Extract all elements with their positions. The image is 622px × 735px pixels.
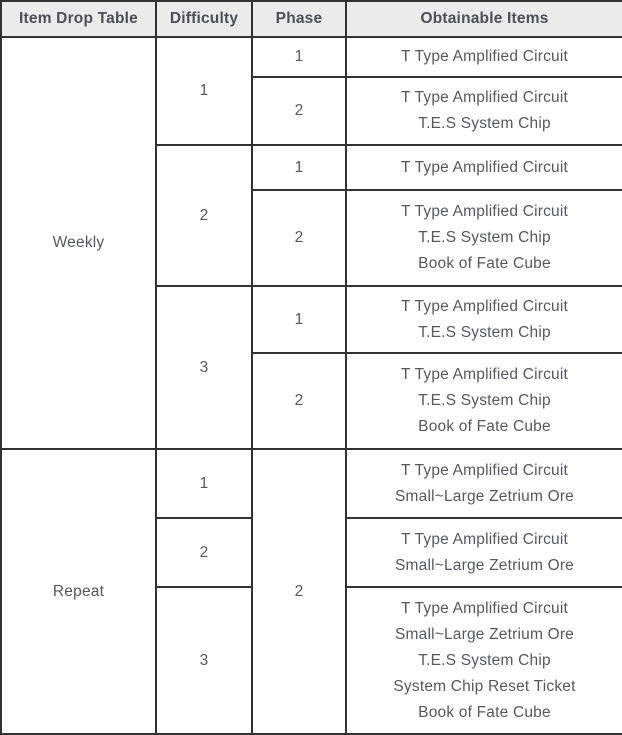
- weekly-d2-p1-items-cell: [346, 145, 622, 190]
- item-text: System Chip Reset Ticket: [393, 677, 576, 695]
- item-text: T.E.S System Chip: [418, 115, 551, 132]
- weekly-d2-phase-1-cell: 1: [252, 145, 346, 190]
- repeat-difficulty-3-cell: 3: [156, 587, 252, 734]
- item-text: Book of Fate Cube: [418, 255, 551, 272]
- weekly-difficulty-2-cell: 2: [156, 145, 252, 286]
- repeat-phase-cell: 2: [252, 449, 346, 734]
- item-text: T Type Amplified Circuit: [400, 89, 569, 106]
- header-item-drop-table: Item Drop Table: [1, 1, 156, 37]
- weekly-difficulty-3-cell: 3: [156, 286, 252, 449]
- item-text: T Type Amplified Circuit: [400, 203, 569, 220]
- item-text: T Type Amplified Circuit: [400, 599, 569, 617]
- section-label-weekly: Weekly: [1, 37, 156, 449]
- item-text: Book of Fate Cube: [418, 703, 551, 721]
- item-text: T Type Amplified Circuit: [400, 48, 569, 65]
- item-text: T Type Amplified Circuit: [400, 461, 569, 479]
- item-text: Book of Fate Cube: [418, 418, 551, 435]
- item-text: Small~Large Zetrium Ore: [394, 487, 575, 505]
- header-phase: Phase: [252, 1, 346, 37]
- table-row: [1, 449, 622, 518]
- repeat-difficulty-2-cell: 2: [156, 518, 252, 587]
- item-text: T Type Amplified Circuit: [400, 297, 569, 315]
- item-text: T.E.S System Chip: [418, 392, 551, 409]
- weekly-d3-p1-items-cell: [346, 286, 622, 353]
- item-text: T Type Amplified Circuit: [400, 530, 569, 548]
- weekly-d3-phase-1-cell: 1: [252, 286, 346, 353]
- repeat-d2-items-cell: [346, 518, 622, 587]
- table-header-row: [1, 1, 622, 37]
- item-text: T.E.S System Chip: [418, 323, 551, 341]
- weekly-d1-phase-1-cell: 1: [252, 37, 346, 77]
- repeat-d3-items-cell: [346, 587, 622, 734]
- weekly-d3-p2-items-cell: [346, 353, 622, 449]
- weekly-d1-phase-2-cell: 2: [252, 77, 346, 145]
- weekly-d3-phase-2-cell: 2: [252, 353, 346, 449]
- weekly-difficulty-1-cell: 1: [156, 37, 252, 145]
- item-text: T Type Amplified Circuit: [400, 158, 569, 176]
- item-text: Small~Large Zetrium Ore: [394, 556, 575, 574]
- item-text: T.E.S System Chip: [418, 651, 551, 669]
- weekly-d2-phase-2-cell: 2: [252, 190, 346, 286]
- item-text: T.E.S System Chip: [418, 229, 551, 246]
- weekly-d1-p2-items-cell: [346, 77, 622, 145]
- weekly-d1-p1-items-cell: [346, 37, 622, 77]
- repeat-difficulty-1-cell: 1: [156, 449, 252, 518]
- item-text: T Type Amplified Circuit: [400, 366, 569, 383]
- section-label-repeat: Repeat: [1, 449, 156, 734]
- weekly-d2-p2-items-cell: [346, 190, 622, 286]
- header-difficulty: Difficulty: [156, 1, 252, 37]
- item-text: Small~Large Zetrium Ore: [394, 625, 575, 643]
- table-row: [1, 37, 622, 77]
- repeat-d1-items-cell: [346, 449, 622, 518]
- header-obtainable-items: Obtainable Items: [346, 1, 622, 37]
